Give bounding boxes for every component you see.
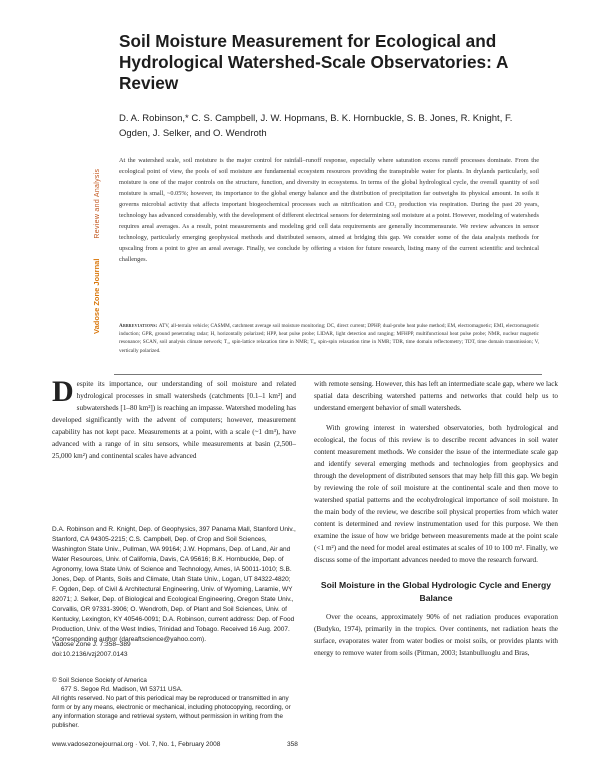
body-paragraph-1: with remote sensing. However, this has left an intermediate scale gap, where we lack spatial data describing watershed patterns and networks that could help us to understand emergent behavior of small watersheds. bbox=[314, 380, 558, 412]
citation-block bbox=[52, 640, 296, 660]
copyright-rights: All rights reserved. No part of this periodical may be reproduced or transmitted in any form or by any means, electronic or mechanical, including photocopying, recording, or any information storage and retrieval system, without permission in writing from the publisher. bbox=[52, 695, 291, 729]
citation-doi: doi:10.2136/vzj2007.0143 bbox=[52, 651, 128, 658]
abbreviations bbox=[119, 322, 539, 355]
left-column-body bbox=[52, 375, 296, 462]
abbreviations-text: ATV, all-terrain vehicle; CASMM, catchment average soil moisture monitoring; DC, direct current; DPHP, dual-probe heat pulse method; EM, electromagnetic; EMI, electromagnetic induction; GPR, ground penetrating radar; H, horizontally polarized; HPP, heat pulse probe; LIDAR, light detection and ranging; MFHPP, multifunctional heat pulse probe; NMR, nuclear magnetic resonance; SCAN, soil analysis climate network; T₁, spin-lattice relaxation time in NMR; T₂, spin-spin relaxation time in NMR; TDR, time domain reflectometry; TDT, time domain transmission; V, vertically polarized. bbox=[119, 323, 539, 354]
body-paragraph-3: Over the oceans, approximately 90% of net radiation produces evaporation (Budyko, 1974), primarily in the tropics. Over continents, net radiation heats the surface, evaporates water from water bodies or moist soils, or provides plants with energy to remove water from soils (Pitman, 2003; Istanbulluoglu and Bras, bbox=[314, 613, 558, 657]
abbreviations-label: Abbreviations: bbox=[119, 323, 158, 329]
body-paragraph-2: With growing interest in watershed observatories, both hydrological and ecological, the focus of this review is to describe recent advances in soil water content measurement methods. We consider the issue of the intermediate scale gap and identify several emerging methods and technologies from geophysics and through the development of distributed sensors that may help fill this gap. We begin by reviewing the role of soil moisture at the continental scale and then move to watershed spatial patterns and the ecohydrological importance of soil moisture. In the main body of the review, we describe soil physical properties from which water content is determined and review instrumentation used for this purpose. We then examine the issue of how we bridge between measurements made at the point scale (<1 m²) and the need for model areal estimates at scales of 10 to 100 m². Finally, we discuss some of the important advances needed to move the research forward. bbox=[314, 424, 558, 564]
citation-volume: Vadose Zone J. 7:358–389 bbox=[52, 641, 131, 648]
copyright-owner: © Soil Science Society of America bbox=[52, 677, 147, 684]
section-heading: Soil Moisture in the Global Hydrologic Cycle and Energy Balance bbox=[320, 580, 552, 603]
journal-sidebar bbox=[86, 130, 106, 340]
drop-cap: D bbox=[52, 375, 74, 408]
copyright-address: 677 S. Segoe Rd. Madison, WI 53711 USA. bbox=[61, 686, 183, 693]
sidebar-section-name: Review and Analysis bbox=[94, 168, 101, 239]
sidebar-journal-name: Vadose Zone Journal bbox=[92, 258, 101, 334]
page-number: 358 bbox=[287, 741, 298, 748]
intro-paragraph: espite its importance, our understanding of soil moisture and related hydrological processes in small watersheds (catchments [0.1–1 km²] and subwatersheds [1–80 km²]) is reaching an impasse. Watershed modeling has developed significantly with the advent of computers; however, measurement capability has not kept pace. Measurements at a point, with a scale (~1 dm³), have advanced with a range of in situ sensors, while measurements at basin (2,500–25,000 km²) and continental scales have advanced bbox=[52, 380, 296, 460]
article-title: Soil Moisture Measurement for Ecological and Hydrological Watershed-Scale Observatories: A Review bbox=[119, 31, 508, 93]
section-divider bbox=[114, 374, 542, 375]
abstract: At the watershed scale, soil moisture is the major control for rainfall–runoff response, especially where saturation excess runoff processes dominate. From the ecological point of view, the pools of soil moisture are fundamental ecosystem resources providing the transpirable water for plants. In drylands particularly, soil moisture is one of the major controls on the structure, function, and diversity in ecosystems. In terms of the global hydrological cycle, the overall quantity of soil moisture is small, ~0.05%; however, its importance to the global energy balance and the distribution of precipitation far outweighs its physical amount. In soils it governs microbial activity that affects important biogeochemical processes such as nitrification and CO₂ production via respiration. During the past 20 years, technology has advanced considerably, with the development of different electrical sensors for determining soil moisture at a point. However, modeling of watersheds requires areal averages. As a result, point measurements and modeling grid cell data requirements are generally incommensurate. We review advances in sensor technology, particularly emerging geophysical methods and distributed sensors, aimed at bridging this gap. We consider some of the data analysis methods for upscaling from a point to give an areal average. Finally, we conclude by offering a vision for future research, listing many of the current scientific and technical challenges. bbox=[119, 157, 539, 263]
author-affiliations: D.A. Robinson and R. Knight, Dep. of Geophysics, 397 Panama Mall, Stanford Univ., Stanford, CA 94305-2215; C.S. Campbell, Dep. of Crop and Soil Sciences, Washington State Univ., Pullman, WA 99164; J.W. Hopmans, Dep. of Land, Air and Water Resources, Univ. of California, Davis, CA 95616; B.K. Hornbuckle, Dep. of Agronomy, Iowa State Univ. of Science and Technology, Ames, IA 50011-1010; S.B. Jones, Dep. of Plants, Soils and Climate, Utah State Univ., Logan, UT 84322-4820; F. Ogden, Dep. of Civil & Architectural Engineering, Univ. of Wyoming, Laramie, WY 82071; J. Selker, Dep. of Biological and Ecological Engineering, Oregon State Univ., Corvallis, OR 97331-3906; O. Wendroth, Dep. of Plant and Soil Sciences, Univ. of Kentucky, Lexington, KY 40546-0091; D.A. Robinson, current address: Dep. of Food Production, Univ. of the West Indies, Trinidad and Tobago. Received 16 Aug. 2007. *Corresponding author (dareaftscience@yahoo.com). bbox=[52, 526, 296, 643]
copyright-notice bbox=[52, 676, 296, 730]
sidebar-vertical-text bbox=[86, 124, 104, 334]
author-list: D. A. Robinson,* C. S. Campbell, J. W. Hopmans, B. K. Hornbuckle, S. B. Jones, R. Knight, F. Ogden, J. Selker, and O. Wendroth bbox=[119, 113, 513, 139]
right-column-body bbox=[314, 378, 558, 659]
footer-journal-info: www.vadosezonejournal.org · Vol. 7, No. 1, February 2008 bbox=[52, 741, 221, 748]
